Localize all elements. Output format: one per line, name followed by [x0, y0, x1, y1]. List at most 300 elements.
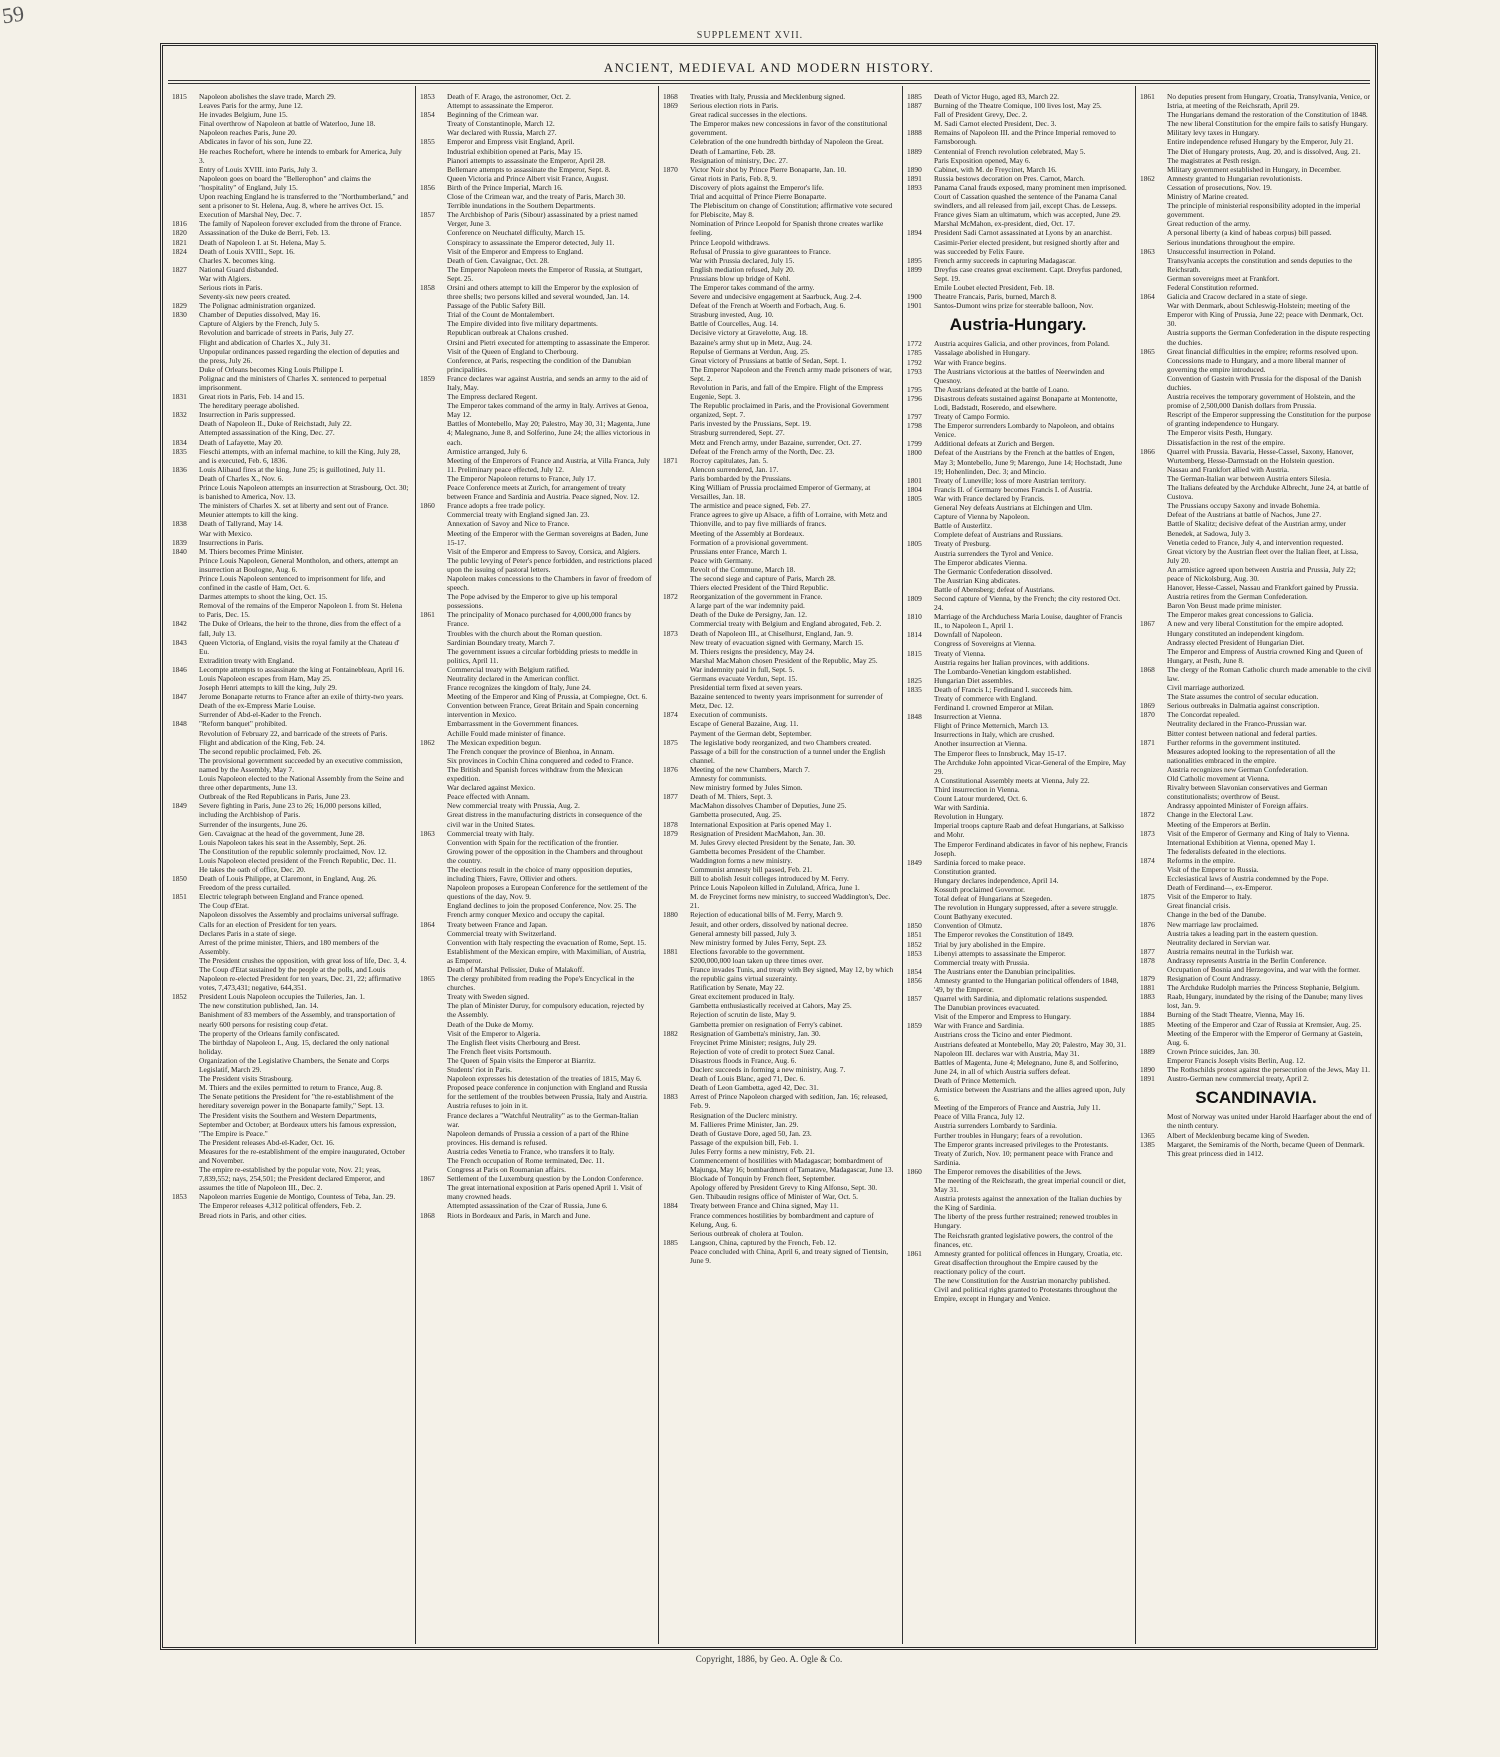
entry-text: Neutrality declared in the American conflict.: [447, 674, 580, 683]
entry-year: 1870: [663, 164, 678, 174]
entry-year: [172, 428, 196, 437]
entry-text: Death of Prince Metternich.: [934, 1075, 1017, 1085]
entry-text: Death of Victor Hugo, aged 83, March 22.: [934, 92, 1060, 101]
history-entry: [420, 147, 652, 156]
entry-text: Treaty with Sweden signed.: [447, 992, 530, 1002]
entry-text: Battles of Montebello, May 20; Palestro, May 30, 31; Magenta, June 4; Malegnano, June 8, and Solferino, June 24; the allies victorious in each.: [447, 419, 651, 447]
entry-year: [1140, 519, 1164, 537]
entry-year: [1140, 219, 1164, 228]
section-heading: Austria-Hungary.: [949, 315, 1087, 335]
history-entry: [1140, 820, 1372, 829]
history-entry: [420, 92, 652, 101]
entry-text: International Exhibition at Vienna, opened May 1.: [1167, 837, 1316, 847]
history-entry: [663, 1174, 896, 1183]
entry-year: [1140, 274, 1164, 283]
history-entry: [907, 558, 1129, 567]
history-entry: [1140, 765, 1372, 774]
entry-text: Death of Tallyrand, May 14.: [199, 519, 283, 529]
entry-year: 1884: [663, 1201, 678, 1211]
entry-year: 1856: [907, 975, 922, 985]
entry-year: [1140, 1112, 1164, 1130]
entry-text: Occupation of Bosnia and Herzegovina, and war with the former.: [1167, 965, 1361, 974]
entry-year: [172, 710, 196, 719]
entry-text: Waddington forms a new ministry.: [690, 855, 793, 865]
history-entry: [172, 1138, 409, 1147]
entry-text: Austria recognizes new German Confederation.: [1167, 764, 1308, 774]
history-entry: [907, 283, 1129, 292]
entry-text: The French fleet visits Portsmouth.: [447, 1046, 552, 1056]
history-entry: [663, 729, 896, 738]
entry-year: [663, 238, 687, 247]
entry-text: Austria surrenders Lombardy to Sardinia.: [934, 1121, 1057, 1131]
history-entry: [1140, 920, 1372, 929]
history-entry: [420, 547, 652, 556]
history-entry: [1140, 638, 1372, 647]
entry-year: 1834: [172, 437, 187, 447]
history-entry: [1140, 292, 1372, 301]
history-entry: [420, 1165, 652, 1174]
entry-text: Imperial troops capture Raab and defeat Hungarians, at Salkisso and Mohr.: [934, 821, 1124, 840]
history-entry: [663, 292, 896, 301]
entry-year: [420, 483, 444, 501]
entry-year: [907, 1140, 931, 1149]
entry-text: Passage of a bill for the construction of a tunnel under the English channel.: [690, 746, 886, 765]
entry-year: [663, 265, 687, 274]
entry-text: Death of Gustave Dore, aged 50, Jan. 23.: [690, 1128, 812, 1138]
entry-year: [663, 1010, 687, 1019]
history-entry: [663, 401, 896, 419]
entry-text: Terrible inundations in the Southern Departments.: [447, 201, 596, 211]
entry-year: 1888: [907, 128, 922, 138]
entry-text: Vassalage abolished in Hungary.: [934, 348, 1030, 358]
entry-year: 1846: [172, 664, 187, 674]
history-entry: [172, 738, 409, 747]
entry-text: Revolution in Hungary.: [934, 812, 1004, 822]
entry-year: [663, 1156, 687, 1174]
history-entry: [420, 1065, 652, 1074]
entry-text: France invades Tunis, and treaty with Bey signed, May 12, by which the republic gains virtual suzerainty.: [690, 965, 894, 984]
entry-text: The Austrians enter the Danubian principalities.: [934, 966, 1076, 976]
history-entry: [172, 1010, 409, 1028]
entry-text: Russia bestows decoration on Pres. Carnot, March.: [934, 173, 1085, 183]
entry-year: [420, 128, 444, 137]
entry-text: Austria surrenders the Tyrol and Venice.: [934, 548, 1054, 558]
entry-text: The Emperor revokes the Constitution of 1849.: [934, 930, 1074, 940]
entry-text: Achille Fould made minister of finance.: [447, 728, 566, 738]
entry-text: Hungary declares independence, April 14.: [934, 875, 1059, 885]
entry-year: [907, 912, 931, 921]
entry-year: [1140, 583, 1164, 592]
entry-year: 1869: [663, 101, 678, 111]
history-entry: [172, 428, 409, 437]
entry-text: Trial by jury abolished in the Empire.: [934, 939, 1046, 949]
entry-text: Trial and acquittal of Prince Pierre Bonaparte.: [690, 192, 827, 202]
history-entry: [663, 483, 896, 501]
entry-year: [420, 765, 444, 783]
entry-text: Peace of Villa Franca, July 12.: [934, 1112, 1025, 1122]
history-entry: [663, 347, 896, 356]
entry-year: [420, 810, 444, 828]
history-entry: [663, 801, 896, 810]
history-entry: [907, 730, 1129, 739]
entry-year: [420, 965, 444, 974]
history-entry: [907, 1021, 1129, 1030]
entry-text: War with Denmark, about Schleswig-Holstein; meeting of the Emperor with King of Prussia, June 22; peace with Denmark, Oct. 30.: [1167, 301, 1364, 329]
history-entry: [1140, 565, 1372, 583]
entry-year: [420, 1056, 444, 1065]
entry-year: [172, 137, 196, 146]
entry-text: Decisive victory at Gravelotte, Aug. 18.: [690, 328, 808, 338]
entry-text: War with Prussia declared, July 15.: [690, 255, 795, 265]
entry-text: Bitter contest between national and federal parties.: [1167, 728, 1318, 738]
history-entry: [420, 756, 652, 765]
history-entry: [420, 119, 652, 128]
entry-text: Austria acquires Galicia, and other provinces, from Poland.: [934, 339, 1110, 349]
history-entry: [663, 1092, 896, 1110]
history-entry: [420, 447, 652, 456]
history-entry: [663, 565, 896, 574]
entry-text: Concessions made to Hungary, and a more liberal manner of governing the empire introduced.: [1167, 355, 1346, 374]
history-entry: [1140, 392, 1372, 410]
entry-text: Serious outbreak of cholera at Toulon.: [690, 1228, 804, 1238]
entry-year: [663, 1001, 687, 1010]
entry-text: President Louis Napoleon occupies the Tuileries, Jan. 1.: [199, 992, 365, 1002]
entry-text: Calls for an election of President for ten years.: [199, 919, 337, 929]
page-number: 59: [0, 0, 26, 29]
history-entry: [907, 776, 1129, 785]
history-entry: [663, 629, 896, 638]
entry-year: [420, 638, 444, 647]
history-entry: [420, 610, 652, 628]
entry-text: Conspiracy to assassinate the Emperor detected, July 11.: [447, 237, 615, 247]
entry-text: French army succeeds in capturing Madagascar.: [934, 255, 1077, 265]
entry-year: [420, 992, 444, 1001]
entry-year: [663, 529, 687, 538]
history-entry: [907, 1212, 1129, 1230]
history-entry: [663, 683, 896, 692]
history-entry: [420, 992, 652, 1001]
history-entry: [663, 1138, 896, 1147]
entry-year: [172, 274, 196, 283]
entry-text: Treaty of Campo Formio.: [934, 412, 1010, 422]
entry-year: [663, 292, 687, 301]
history-entry: [420, 310, 652, 319]
entry-text: Conference, at Paris, respecting the condition of the Danubian principalities.: [447, 355, 631, 374]
entry-year: [172, 119, 196, 128]
entry-year: 1854: [420, 110, 435, 120]
entry-text: The Emperor makes new concessions in favor of the constitutional government.: [690, 119, 888, 138]
entry-text: Battle of Courcelles, Aug. 14.: [690, 319, 779, 329]
history-entry: [172, 847, 409, 856]
entry-year: [420, 165, 444, 174]
history-entry: [420, 829, 652, 838]
entry-year: [907, 1003, 931, 1012]
entry-text: New commercial treaty with Prussia, Aug. 2.: [447, 801, 580, 811]
entry-year: [663, 1065, 687, 1074]
history-entry: [420, 1201, 652, 1210]
entry-text: Presidential term fixed at seven years.: [690, 683, 803, 693]
entry-year: [1140, 228, 1164, 237]
entry-text: Commercial treaty with Belgium and England abrogated, Feb. 2.: [690, 619, 882, 629]
history-entry: [1140, 274, 1372, 283]
entry-text: Insurrections in Paris.: [199, 537, 264, 547]
history-entry: [663, 1038, 896, 1047]
entry-text: Visit of the Emperor of Germany and King of Italy to Vienna.: [1167, 828, 1350, 838]
entry-year: [663, 574, 687, 583]
history-entry: [172, 110, 409, 119]
entry-year: [663, 383, 687, 401]
entry-text: The great international exposition at Paris opened April 1. Visit of many crowned heads.: [447, 1183, 643, 1202]
history-entry: [420, 1074, 652, 1083]
entry-text: Discovery of plots against the Emperor's life.: [690, 182, 824, 192]
entry-text: Repulse of Germans at Verdun, Aug. 25.: [690, 346, 810, 356]
history-entry: [907, 1112, 1129, 1121]
entry-text: Burning of the Theatre Comique, 100 lives lost, May 25.: [934, 101, 1102, 111]
entry-year: [420, 529, 444, 547]
entry-text: The Plebiscitum on change of Constitution; affirmative vote secured for Plebiscite, May 8.: [690, 201, 893, 220]
entry-text: Austria protests against the annexation of the Italian duchies by the King of Sardinia.: [934, 1194, 1122, 1213]
entry-text: Ministry of Marine created.: [1167, 192, 1249, 202]
history-entry: [907, 949, 1129, 958]
history-entry: [420, 347, 652, 356]
entry-year: [663, 283, 687, 292]
entry-year: 1849: [172, 801, 187, 811]
history-entry: [663, 665, 896, 674]
entry-year: 1862: [1140, 173, 1155, 183]
entry-text: Death of Napoleon I. at St. Helena, May 5.: [199, 237, 326, 247]
entry-text: France recognizes the kingdom of Italy, June 24.: [447, 683, 591, 693]
entry-year: [907, 794, 931, 803]
entry-year: [172, 574, 196, 592]
entry-text: M. Sadi Carnot elected President, Dec. 3.: [934, 119, 1057, 129]
history-entry: [1140, 201, 1372, 219]
entry-text: The Emperor abdicates Vienna.: [934, 557, 1027, 567]
entry-text: The State assumes the control of secular education.: [1167, 692, 1319, 702]
entry-text: Flight of Prince Metternich, March 13.: [934, 721, 1049, 731]
entry-year: [172, 865, 196, 874]
entry-year: [663, 438, 687, 447]
history-entry: [1140, 474, 1372, 483]
entry-year: 1894: [907, 228, 922, 238]
entry-year: 1859: [420, 373, 435, 383]
entry-year: [907, 521, 931, 530]
entry-text: He invades Belgium, June 15.: [199, 110, 288, 120]
entry-year: [663, 1074, 687, 1083]
history-entry: [172, 992, 409, 1001]
entry-year: 1798: [907, 421, 922, 431]
history-entry: [172, 829, 409, 838]
entry-year: [1140, 147, 1164, 156]
entry-text: New marriage law proclaimed.: [1167, 919, 1259, 929]
history-entry: [420, 647, 652, 665]
history-entry: [420, 374, 652, 392]
entry-year: 1836: [172, 464, 187, 474]
entry-year: [172, 601, 196, 619]
history-entry: [663, 310, 896, 319]
history-entry: [907, 930, 1129, 939]
entry-text: Serious outbreaks in Dalmatia against conscription.: [1167, 701, 1320, 711]
entry-year: [1140, 465, 1164, 474]
entry-text: Dissatisfaction in the rest of the empire.: [1167, 437, 1286, 447]
history-entry: [420, 683, 652, 692]
history-entry: [663, 892, 896, 910]
entry-year: 1863: [420, 828, 435, 838]
history-entry: [172, 801, 409, 819]
entry-text: Defeat of the French army of the North, Dec. 23.: [690, 446, 835, 456]
entry-text: The Reichsrath granted legislative powers, the control of the finances, etc.: [934, 1230, 1113, 1249]
entry-year: [663, 428, 687, 437]
entry-text: Napoleon goes on board the "Bellerophon" and claims the "hospitality" of England, July 15.: [199, 173, 371, 192]
entry-year: [663, 247, 687, 256]
history-entry: [172, 1211, 409, 1220]
entry-text: Surrender of Abd-el-Kader to the French.: [199, 710, 322, 720]
entry-year: 1858: [420, 282, 435, 292]
entry-text: Remains of Napoleon III. and the Prince Imperial removed to Farnsborough.: [934, 128, 1116, 147]
history-entry: [420, 328, 652, 337]
entry-text: Passage of the Public Safety Bill.: [447, 301, 546, 311]
entry-year: 1795: [907, 384, 922, 394]
entry-year: [420, 256, 444, 265]
history-entry: [907, 858, 1129, 867]
entry-year: [420, 547, 444, 556]
entry-text: Total defeat of Hungarians at Szegeden.: [934, 894, 1053, 904]
history-entry: [907, 739, 1129, 748]
history-entry: [663, 1247, 896, 1265]
entry-year: [172, 920, 196, 929]
entry-year: [172, 838, 196, 847]
history-entry: [420, 1047, 652, 1056]
entry-year: [420, 801, 444, 810]
history-entry: [907, 385, 1129, 394]
history-entry: [907, 639, 1129, 648]
history-entry: [907, 119, 1129, 128]
entry-year: [1140, 719, 1164, 728]
history-entry: [420, 1020, 652, 1029]
entry-text: Insurrection at Vienna.: [934, 712, 1002, 722]
entry-text: Paris bombarded by the Prussians.: [690, 473, 792, 483]
history-entry: [420, 401, 652, 419]
entry-year: [420, 519, 444, 528]
entry-text: Treaty between France and Japan.: [447, 919, 548, 929]
entry-year: [663, 956, 687, 965]
entry-year: 1867: [1140, 619, 1155, 629]
entry-year: [663, 1192, 687, 1201]
history-entry: [1140, 410, 1372, 428]
entry-text: Prince Louis Napoleon, General Montholon, and others, attempt an insurrection at Boulogne, Aug. 6.: [199, 555, 398, 574]
entry-text: Austrians cross the Ticino and enter Piedmont.: [934, 1030, 1073, 1040]
entry-year: [663, 110, 687, 119]
history-entry: [1140, 119, 1372, 128]
entry-text: Austria receives the temporary government of Holstein, and the promise of 2,500,000 Danish dollars from Prussia.: [1167, 392, 1356, 411]
history-entry: [172, 228, 409, 237]
entry-year: [663, 983, 687, 992]
entry-text: Court of Cassation quashed the sentence of the Panama Canal swindlers, and all released from jail, except Chas. de Lesseps.: [934, 192, 1117, 211]
entry-text: Treaty of Presburg.: [934, 539, 991, 549]
history-entry: [663, 847, 896, 856]
history-entry: [663, 610, 896, 619]
entry-year: [420, 901, 444, 919]
history-entry: [1140, 583, 1372, 592]
entry-text: Peace Conference meets at Zurich, for arrangement of treaty between France and Sardinia and Austria. Peace signed, Nov. 12.: [447, 483, 640, 502]
entry-text: Convention of Gastein with Prussia for the disposal of the Danish duchies.: [1167, 373, 1362, 392]
entry-text: Centennial of French revolution celebrated, May 5.: [934, 146, 1086, 156]
history-entry: [1140, 874, 1372, 883]
entry-text: Disastrous defeats sustained against Bonaparte at Montenotte, Lodi, Badstadt, Roseredo, and elsewhere.: [934, 393, 1118, 412]
history-entry: [907, 567, 1129, 576]
entry-text: The Emperor removes the disabilities of the Jews.: [934, 1166, 1082, 1176]
entry-text: Hungary constituted an independent kingdom.: [1167, 628, 1304, 638]
entry-year: [172, 1147, 196, 1165]
entry-year: 1876: [1140, 919, 1155, 929]
history-entry: [663, 910, 896, 919]
entry-text: Visit of the Emperor to Russia.: [1167, 864, 1259, 874]
history-entry: [420, 901, 652, 919]
entry-text: Entry of Louis XVIII. into Paris, July 3.: [199, 164, 318, 174]
history-entry: [172, 501, 409, 510]
entry-text: Austria supports the German Confederation in the dispute respecting the duchies.: [1167, 328, 1371, 347]
history-entry: [420, 592, 652, 610]
entry-year: [172, 147, 196, 165]
entry-text: War with Sardinia.: [934, 803, 990, 813]
entry-year: 1864: [1140, 292, 1155, 302]
entry-year: [420, 747, 444, 756]
page-title: ANCIENT, MEDIEVAL AND MODERN HISTORY.: [603, 60, 935, 75]
entry-year: [907, 1076, 931, 1085]
history-entry: [172, 192, 409, 210]
entry-text: Great financial crisis.: [1167, 901, 1231, 911]
entry-text: The legislative body reorganized, and two Chambers created.: [690, 737, 872, 747]
history-entry: [420, 156, 652, 165]
history-entry: [420, 692, 652, 701]
entry-year: [172, 1083, 196, 1092]
entry-text: M. de Freycinet forms new ministry, to succeed Waddington's, Dec. 21.: [690, 892, 891, 911]
entry-year: [420, 401, 444, 419]
entry-year: 1793: [907, 366, 922, 376]
entry-year: [172, 747, 196, 756]
entry-year: [663, 810, 687, 819]
entry-year: [1140, 901, 1164, 910]
entry-text: Duke of Orleans becomes King Louis Philippe I.: [199, 364, 344, 374]
entry-year: [420, 1156, 444, 1165]
entry-year: [172, 729, 196, 738]
entry-text: The English fleet visits Cherbourg and Brest.: [447, 1037, 581, 1047]
entry-text: Payment of the German debt, September.: [690, 728, 812, 738]
history-entry: [663, 165, 896, 174]
entry-text: Attempt to assassinate the Emperor.: [447, 101, 554, 111]
entry-text: War with France and Sardinia.: [934, 1021, 1024, 1031]
entry-year: [420, 419, 444, 446]
entry-text: Death of Gen. Cavaignac, Oct. 28.: [447, 255, 549, 265]
history-entry: [663, 574, 896, 583]
entry-text: Resignation of President MacMahon, Jan. 30.: [690, 828, 826, 838]
entry-text: Quarrel with Prussia. Bavaria, Hesse-Cassel, Saxony, Hanover, Wurtemberg, Hesse-Darmstadt on the Holstein question.: [1167, 446, 1354, 465]
entry-text: Napoleon makes concessions to the Chambers in favor of freedom of speech.: [447, 573, 652, 593]
history-entry: [172, 165, 409, 174]
entry-year: [1140, 201, 1164, 219]
history-entry: [907, 192, 1129, 210]
history-entry: [420, 256, 652, 265]
entry-year: [420, 938, 444, 947]
entry-year: 1872: [663, 592, 678, 602]
entry-text: Death of Lafayette, May 20.: [199, 437, 283, 447]
entry-year: [420, 310, 444, 319]
entry-year: [663, 929, 687, 938]
entry-year: 1878: [1140, 955, 1155, 965]
entry-text: Burning of the Stadt Theatre, Vienna, May 16.: [1167, 1010, 1305, 1020]
entry-year: [663, 883, 687, 892]
entry-year: [663, 256, 687, 265]
entry-text: Hanover, Hesse-Cassel, Nassau and Frankfort gained by Prussia.: [1167, 583, 1359, 593]
